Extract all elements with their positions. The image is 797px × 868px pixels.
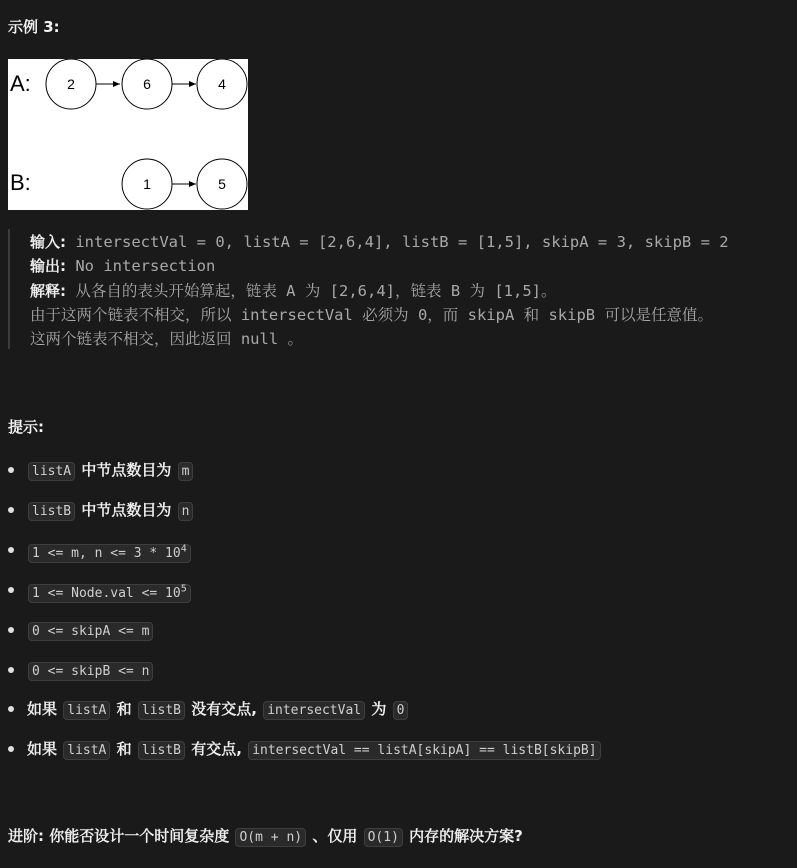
- hint8-text-and: 和: [116, 740, 132, 758]
- hint8-code-condition: intersectVal == listA[skipA] == listB[skipB]: [248, 741, 600, 760]
- hint-item-8: [27, 738, 602, 762]
- hint1-code-m: m: [178, 462, 194, 481]
- hint3-code-text: 1 <= m, n <= 3 * 10: [32, 546, 181, 562]
- list-a-node-3: [197, 59, 247, 109]
- hint3-code: [28, 544, 191, 563]
- hint-item-4: [27, 579, 192, 605]
- hint1-text: 中节点数目为: [81, 461, 172, 479]
- list-a-node-2-value: 6: [143, 76, 151, 92]
- hint8-text-if: 如果: [27, 740, 58, 758]
- advanced-label: 进阶:: [8, 827, 44, 845]
- linked-list-diagram: [8, 59, 248, 210]
- hint4-code: [28, 584, 191, 603]
- list-a-node-2: [122, 59, 172, 109]
- input-line: [30, 231, 729, 252]
- hint4-exponent: 5: [180, 584, 187, 595]
- hint4-code-text: 1 <= Node.val <= 10: [32, 586, 181, 602]
- linked-list-svg: [8, 59, 248, 210]
- advanced-code-time: O(m + n): [235, 828, 306, 847]
- hint7-code-lista: listA: [63, 701, 110, 720]
- bullet-6: [8, 667, 14, 673]
- hint1-code-lista: listA: [28, 462, 75, 481]
- hint8-text-has-intersection: 有交点,: [191, 740, 242, 758]
- explain-label: 解释:: [30, 282, 66, 300]
- hint3-exponent: 4: [180, 544, 187, 555]
- advanced-code-space: O(1): [364, 828, 403, 847]
- hint2-code-listb: listB: [28, 502, 75, 521]
- bullet-7: [8, 706, 14, 712]
- explain-line-2: 由于这两个链表不相交，所以 intersectVal 必须为 0，而 skipA 和 skipB 可以是任意值。: [30, 306, 713, 324]
- hint7-text-if: 如果: [27, 700, 58, 718]
- explain-line-1: [30, 279, 556, 301]
- hint2-text: 中节点数目为: [81, 501, 172, 519]
- explain-text-1: 从各自的表头开始算起，链表 A 为 [2,6,4]，链表 B 为 [1,5]。: [75, 282, 557, 300]
- example-heading: 示例 3:: [8, 18, 60, 36]
- list-b-label: B:: [10, 170, 31, 195]
- list-a-node-3-value: 4: [218, 76, 226, 92]
- hint-item-7: [27, 698, 409, 722]
- advanced-text-3: 内存的解决方案?: [409, 827, 523, 845]
- example-io-block: [8, 229, 797, 349]
- hint6-code: 0 <= skipB <= n: [28, 662, 153, 681]
- input-text: intersectVal = 0, listA = [2,6,4], listB = [1,5], skipA = 3, skipB = 2: [75, 233, 729, 251]
- advanced-line: [8, 825, 523, 849]
- hint7-text-and: 和: [116, 700, 132, 718]
- list-b-node-1-value: 1: [143, 176, 151, 192]
- advanced-text-1: 你能否设计一个时间复杂度: [49, 827, 230, 845]
- hint-item-2: [27, 499, 194, 523]
- bullet-5: [8, 627, 14, 633]
- hints-heading: 提示:: [8, 418, 44, 436]
- advanced-text-2: 、仅用: [312, 827, 358, 845]
- hint7-code-intersectval: intersectVal: [263, 701, 365, 720]
- hint8-code-listb: listB: [138, 741, 185, 760]
- list-b-node-2-value: 5: [218, 176, 226, 192]
- output-line: [30, 255, 215, 276]
- list-a-node-1: [46, 59, 96, 109]
- list-a-label: A:: [10, 71, 31, 96]
- hint-item-1: [27, 459, 194, 483]
- bullet-3: [8, 547, 14, 553]
- hint-item-5: [27, 619, 154, 643]
- hint7-code-zero: 0: [393, 701, 409, 720]
- explain-line-3: 这两个链表不相交，因此返回 null 。: [30, 330, 303, 348]
- list-b-node-2: [197, 159, 247, 209]
- hint7-code-listb: listB: [138, 701, 185, 720]
- input-label: 输入:: [30, 233, 66, 251]
- output-label: 输出:: [30, 257, 66, 275]
- hint2-code-n: n: [178, 502, 194, 521]
- bullet-8: [8, 746, 14, 752]
- hint-item-3: [27, 539, 192, 565]
- bullet-2: [8, 507, 14, 513]
- output-text: No intersection: [75, 257, 216, 275]
- hint7-text-no-intersection: 没有交点,: [191, 700, 257, 718]
- hint5-code: 0 <= skipA <= m: [28, 622, 153, 641]
- hint8-code-lista: listA: [63, 741, 110, 760]
- bullet-1: [8, 467, 14, 473]
- hint-item-6: [27, 659, 154, 683]
- list-a-node-1-value: 2: [67, 76, 75, 92]
- hint7-text-is: 为: [371, 700, 387, 718]
- list-b-node-1: [122, 159, 172, 209]
- bullet-4: [8, 587, 14, 593]
